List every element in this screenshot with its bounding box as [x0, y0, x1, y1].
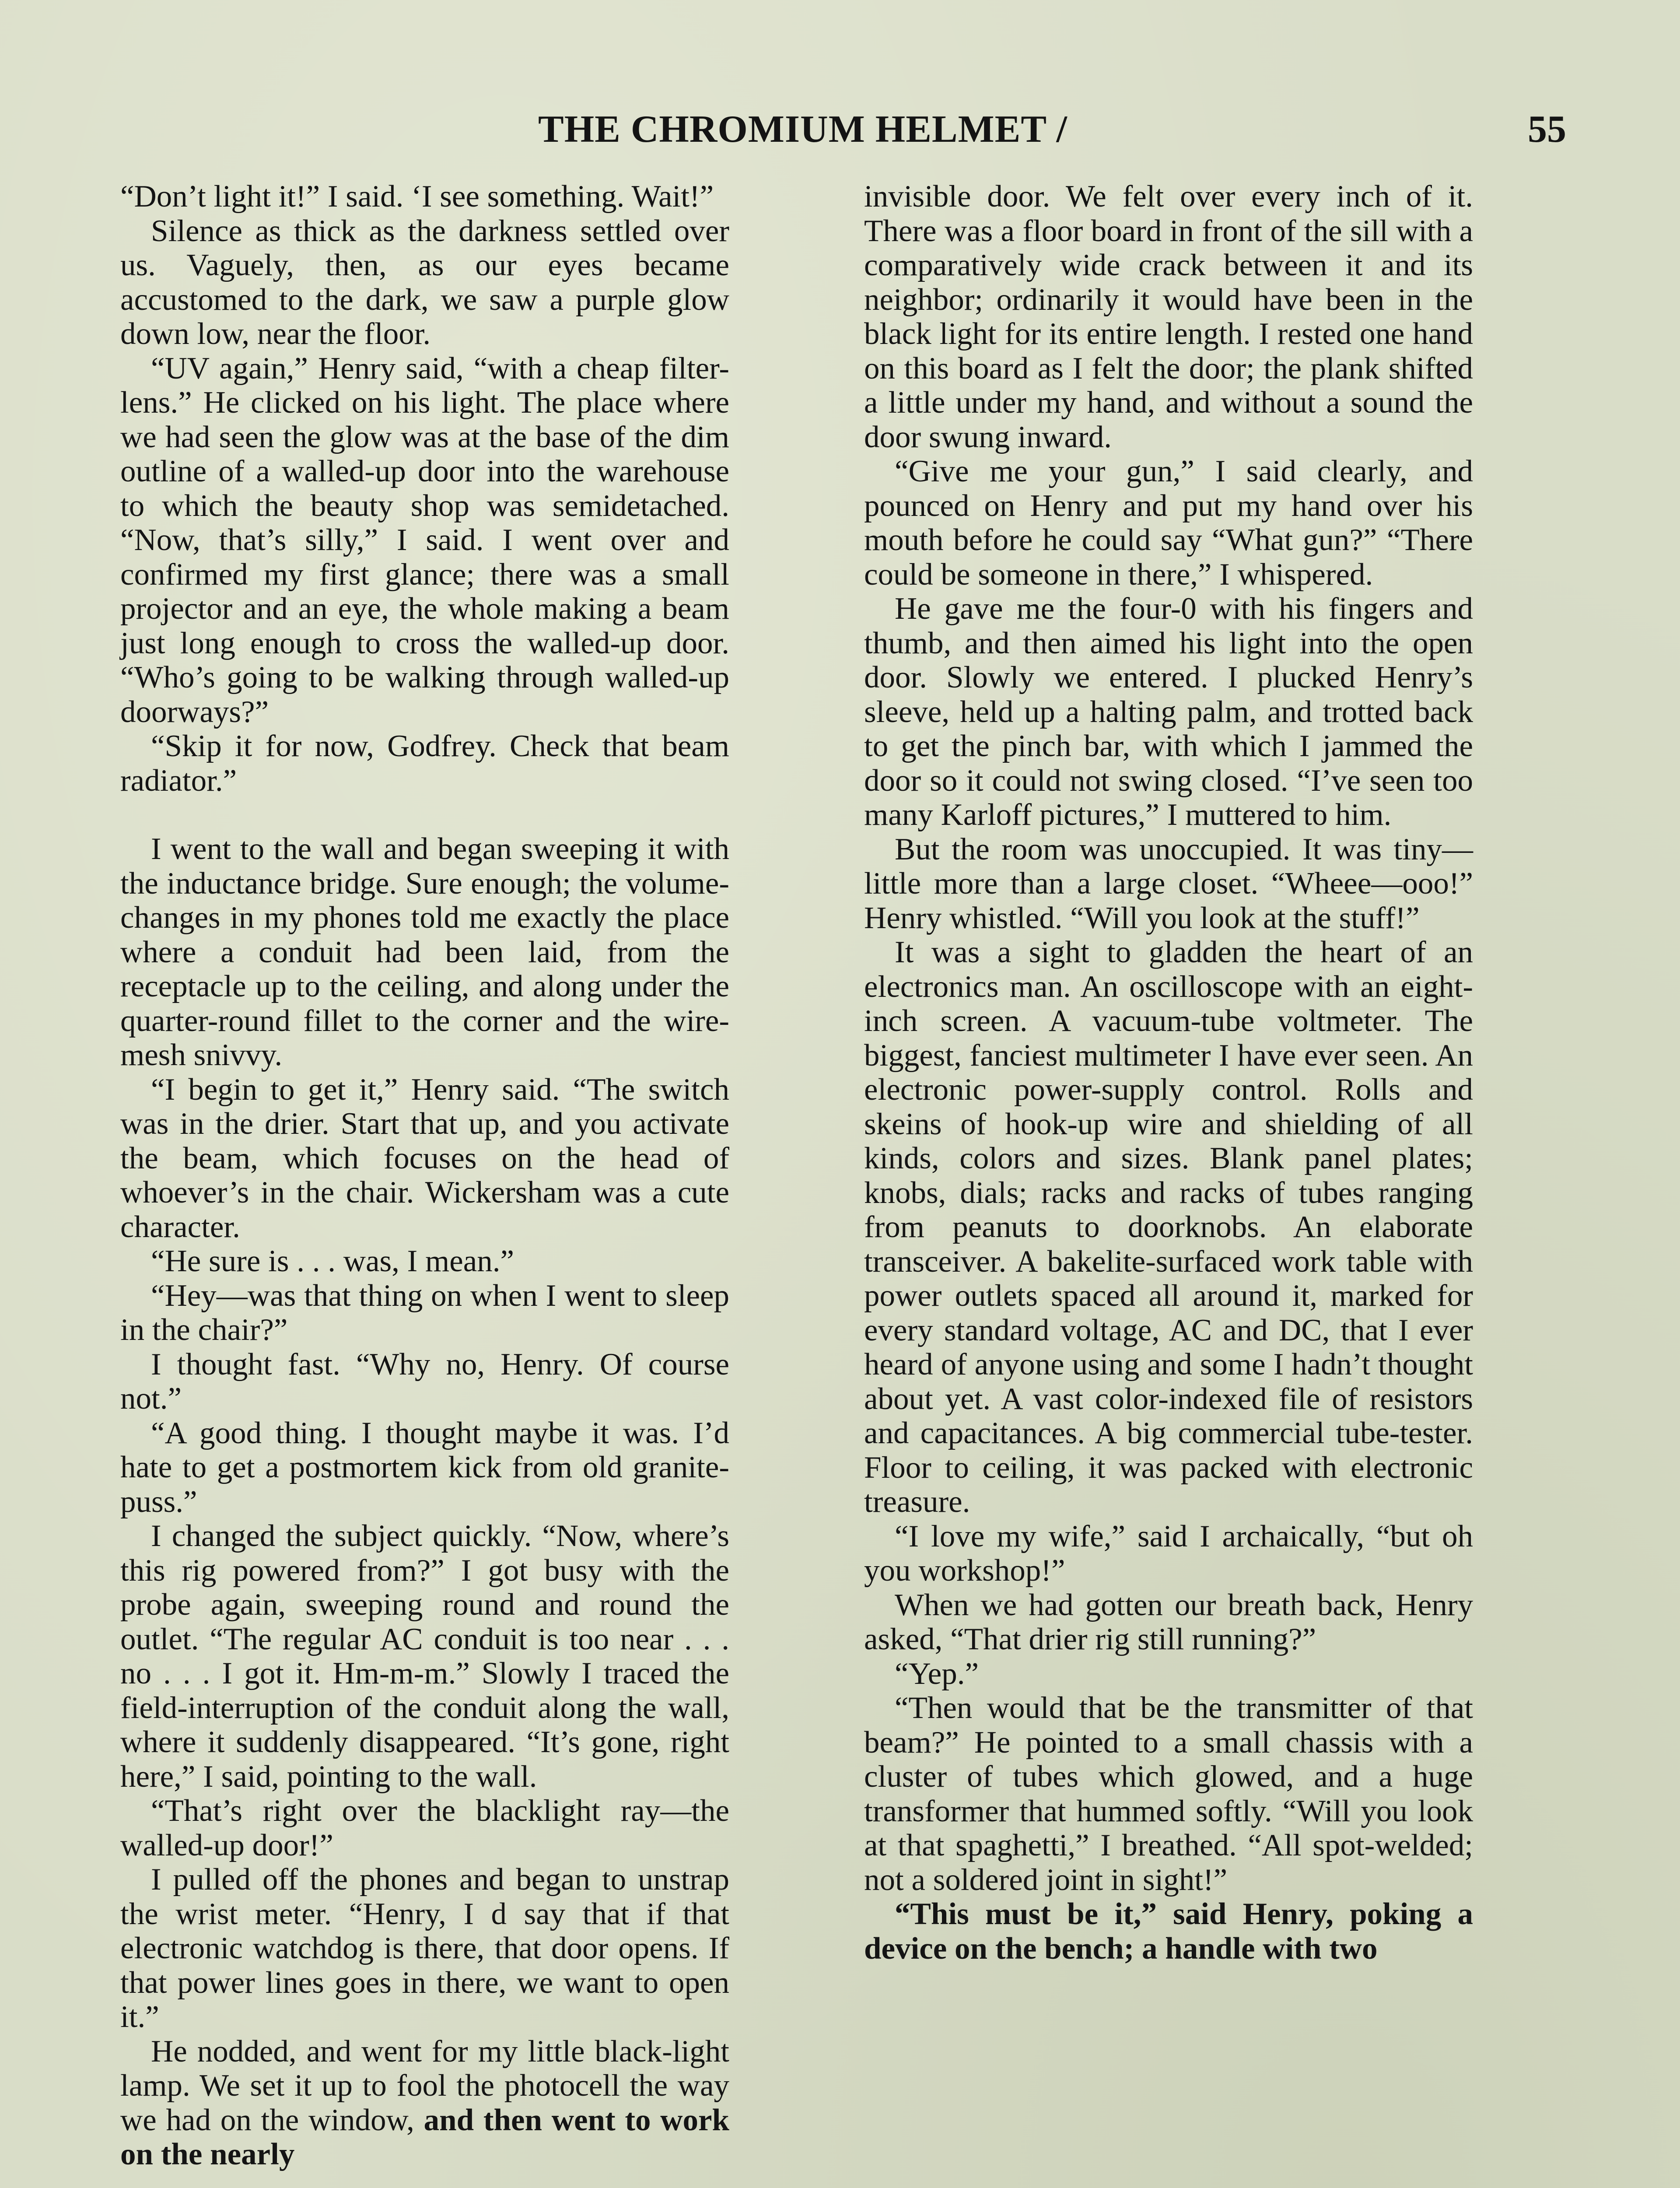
running-title: THE CHROMIUM HELMET / [538, 108, 1068, 151]
paragraph: “UV again,” Henry said, “with a cheap filter-lens.” He clicked on his light. The place where we had seen the glow was at the base of the dim outline of a walled-up door into the warehouse to which the beauty shop was semidetached. “Now, that’s silly,” I said. I went over and confirmed my first glance; there was a small projector and an eye, the whole making a beam just long enough to cross the walled-up door. “Who’s going to be walking through walled-up doorways?” [120, 351, 729, 729]
paragraph: “That’s right over the blacklight ray—the walled-up door!” [120, 1794, 729, 1862]
paragraph: “He sure is . . . was, I mean.” [151, 1244, 514, 1278]
left-column [120, 179, 729, 2172]
paragraph: “Hey—was that thing on when I went to sleep in the chair?” [120, 1278, 729, 1347]
paragraph: “Then would that be the transmitter of that beam?” He pointed to a small chassis with a cluster of tubes which glowed, and a huge transformer that hummed softly. “Will you look at that spaghetti,” I breathed. “All spot-welded; not a soldered joint in sight!” [864, 1691, 1473, 1897]
paragraph: invisible door. We felt over every inch of it. There was a floor board in front of the sill with a comparatively wide crack between it and its neighbor; ordinarily it would have been in the black light for its entire length. I rested one hand on this board as I felt the door; the plank shifted a little under my hand, and without a sound the door swung inward. [864, 179, 1473, 454]
paragraph: I thought fast. “Why no, Henry. Of course not.” [120, 1347, 729, 1416]
paragraph: “Skip it for now, Godfrey. Check that beam radiator.” [120, 729, 729, 798]
paragraph: I pulled off the phones and began to unstrap the wrist meter. “Henry, I d say that if that electronic watchdog is there, that door opens. If that power lines goes in there, we want to open it.” [120, 1862, 729, 2034]
paragraph: He gave me the four-0 with his fingers and thumb, and then aimed his light into the open door. Slowly we entered. I plucked Henry’s sleeve, held up a halting palm, and trotted back to get the pinch bar, with which I jammed the door so it could not swing closed. “I’ve seen too many Karloff pictures,” I muttered to him. [864, 592, 1473, 832]
paragraph: It was a sight to gladden the heart of an electronics man. An oscilloscope with an eight-inch screen. A vacuum-tube voltmeter. The biggest, fanciest multimeter I have ever seen. An electronic power-supply control. Rolls and skeins of hook-up wire and shielding of all kinds, colors and sizes. Blank panel plates; knobs, dials; racks and racks of tubes ranging from peanuts to doorknobs. An elaborate transceiver. A bakelite-surfaced work table with power outlets spaced all around it, marked for every standard voltage, AC and DC, that I ever heard of anyone using and some I hadn’t thought about yet. A vast color-indexed file of resistors and capacitances. A big commercial tube-tester. Floor to ceiling, it was packed with electronic treasure. [864, 935, 1473, 1519]
paragraph: But the room was unoccupied. It was tiny—little more than a large closet. “Wheee—ooo!” Henry whistled. “Will you look at the stuff!” [864, 832, 1473, 935]
paragraph: Silence as thick as the darkness settled over us. Vaguely, then, as our eyes became accustomed to the dark, we saw a purple glow down low, near the floor. [120, 214, 729, 351]
paragraph: “A good thing. I thought maybe it was. I’d hate to get a postmortem kick from old granite-puss.” [120, 1416, 729, 1519]
paragraph: “Don’t light it!” I said. ‘I see something. Wait!” [120, 179, 714, 214]
paragraph: “Give me your gun,” I said clearly, and pounced on Henry and put my hand over his mouth before he could say “What gun?” “There could be someone in there,” I whispered. [864, 454, 1473, 592]
paragraph: He nodded, and went for my little black-light lamp. We set it up to fool the photocell the way we had on the window, and then went to work on the nearly [120, 2034, 729, 2171]
paragraph: “This must be it,” said Henry, poking a device on the bench; a handle with two [864, 1897, 1473, 1966]
paragraph: “Yep.” [895, 1656, 979, 1691]
paragraph: When we had gotten our breath back, Henry asked, “That drier rig still running?” [864, 1588, 1473, 1656]
page-number: 55 [1528, 108, 1566, 151]
paragraph: I went to the wall and began sweeping it with the inductance bridge. Sure enough; the volume-changes in my phones told me exactly the place where a conduit had been laid, from the receptacle up to the ceiling, and along under the quarter-round fillet to the corner and the wire-mesh snivvy. [120, 832, 729, 1072]
paragraph: “I begin to get it,” Henry said. “The switch was in the drier. Start that up, and you activate the beam, which focuses on the head of whoever’s in the chair. Wickersham was a cute character. [120, 1072, 729, 1244]
page-header [525, 107, 1566, 164]
paragraph: I changed the subject quickly. “Now, where’s this rig powered from?” I got busy with the probe again, sweeping round and round the outlet. “The regular AC conduit is too near . . . no . . . I got it. Hm-m-m.” Slowly I traced the field-interruption of the conduit along the wall, where it suddenly disappeared. “It’s gone, right here,” I said, pointing to the wall. [120, 1519, 729, 1794]
right-column [864, 179, 1473, 1966]
paragraph: “I love my wife,” said I archaically, “but oh you workshop!” [864, 1519, 1473, 1588]
